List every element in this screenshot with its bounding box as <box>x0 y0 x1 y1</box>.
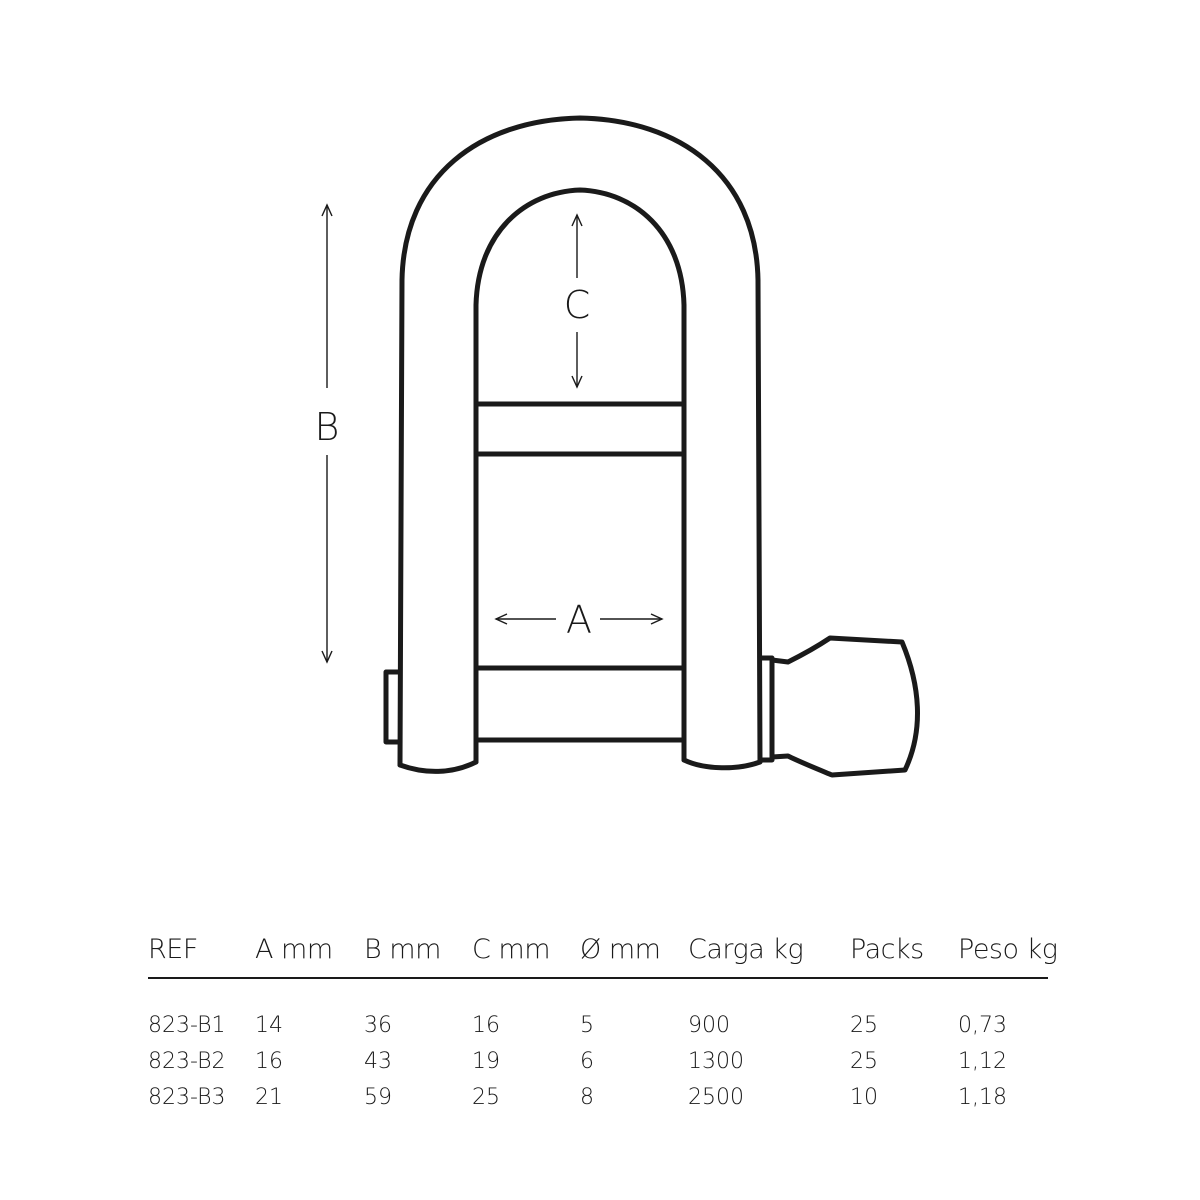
shackle-right-foot <box>684 760 760 768</box>
table-header-row <box>148 934 1048 978</box>
cell-packs: 25 <box>850 1012 878 1038</box>
header-peso-kg: Peso kg <box>958 934 1048 978</box>
cell-ref: 823-B3 <box>148 1084 226 1110</box>
cell-carga-kg: 1300 <box>688 1048 744 1074</box>
pin-key-head <box>772 638 917 775</box>
cell-packs: 10 <box>850 1084 878 1110</box>
dimension-a-label: A <box>566 598 592 642</box>
cell-c-mm: 16 <box>472 1012 500 1038</box>
cell-a-mm: 16 <box>255 1048 283 1074</box>
cell-diameter-mm: 6 <box>580 1048 594 1074</box>
cell-b-mm: 43 <box>364 1048 392 1074</box>
cell-c-mm: 25 <box>472 1084 500 1110</box>
table-row <box>148 978 1048 1043</box>
header-b-mm: B mm <box>364 934 472 978</box>
table-row <box>148 1079 1048 1115</box>
header-c-mm: C mm <box>472 934 580 978</box>
header-diameter-mm: Ø mm <box>580 934 688 978</box>
cell-carga-kg: 900 <box>688 1012 730 1038</box>
specifications-table <box>148 934 1058 1115</box>
header-packs: Packs <box>850 934 958 978</box>
shackle-outline <box>386 118 917 775</box>
cell-diameter-mm: 5 <box>580 1012 594 1038</box>
cell-b-mm: 36 <box>364 1012 392 1038</box>
cell-a-mm: 21 <box>255 1084 283 1110</box>
cell-c-mm: 19 <box>472 1048 500 1074</box>
cell-b-mm: 59 <box>364 1084 392 1110</box>
table-row <box>148 1043 1048 1079</box>
cell-a-mm: 14 <box>255 1012 283 1038</box>
cell-ref: 823-B1 <box>148 1012 226 1038</box>
cell-peso-kg: 1,18 <box>958 1084 1007 1110</box>
dimension-b-label: B <box>314 405 340 449</box>
shackle-inner-bow <box>476 190 684 762</box>
cell-peso-kg: 0,73 <box>958 1012 1007 1038</box>
cell-peso-kg: 1,12 <box>958 1048 1007 1074</box>
cell-diameter-mm: 8 <box>580 1084 594 1110</box>
shackle-left-foot <box>400 762 476 771</box>
dimension-c-label: C <box>563 283 591 327</box>
header-carga-kg: Carga kg <box>688 934 850 978</box>
header-a-mm: A mm <box>255 934 364 978</box>
header-ref: REF <box>148 934 255 978</box>
cell-packs: 25 <box>850 1048 878 1074</box>
cell-ref: 823-B2 <box>148 1048 226 1074</box>
cell-carga-kg: 2500 <box>688 1084 744 1110</box>
